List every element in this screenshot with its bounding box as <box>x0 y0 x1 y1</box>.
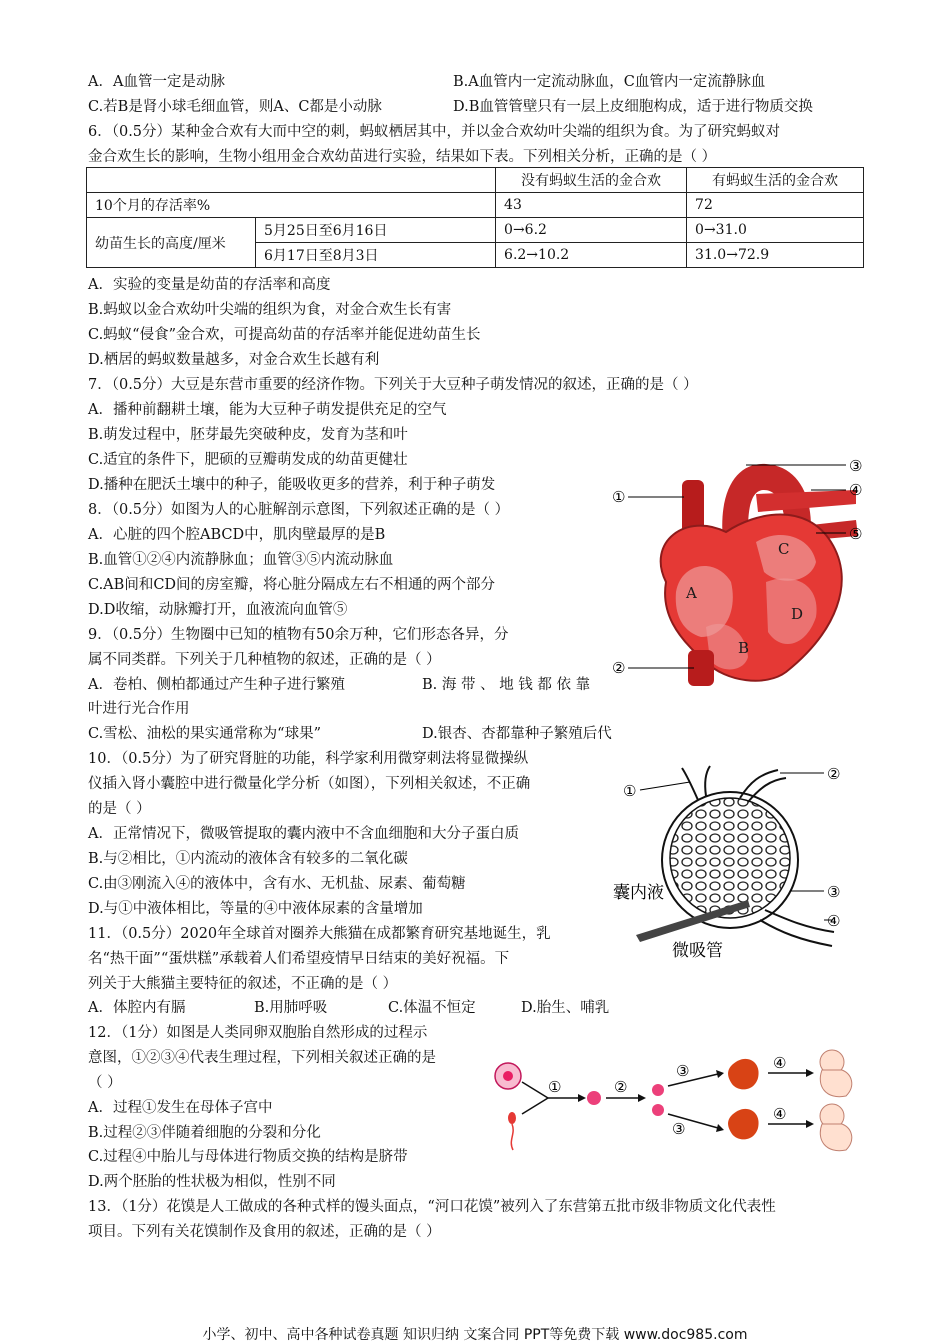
q6-option-b: B.蚂蚁以金合欢幼叶尖端的组织为食，对金合欢生长有害 <box>88 302 452 318</box>
table-cell <box>87 168 496 193</box>
q5-option-a: A．A血管一定是动脉 <box>88 74 225 90</box>
q11-option-b: B.用肺呼吸 <box>254 1000 328 1016</box>
q6-data-table <box>86 167 864 268</box>
q5-option-d: D.B血管管壁只有一层上皮细胞构成，适于进行物质交换 <box>453 99 813 115</box>
q10-stem-cont: 仪插入肾小囊腔中进行微量化学分析（如图），下列相关叙述，不正确 <box>88 776 531 792</box>
leader-line <box>640 782 690 790</box>
q9-stem: 9．（0.5分）生物圈中已知的植物有50余万种，它们形态各异，分 <box>88 627 509 643</box>
q8-option-a: A．心脏的四个腔ABCD中，肌肉壁最厚的是B <box>88 527 386 543</box>
heart-label-5: ⑤ <box>849 525 863 543</box>
table-cell: 6月17日至8月3日 <box>256 243 496 268</box>
step-3-label-lower: ③ <box>672 1120 686 1138</box>
table-cell: 幼苗生长的高度/厘米 <box>87 218 256 268</box>
table-row <box>87 168 864 193</box>
q10-option-c: C.由③刚流入④的液体中，含有水、无机盐、尿素、葡萄糖 <box>88 876 466 892</box>
step-4-label: ④ <box>773 1054 787 1072</box>
kidney-label-2: ② <box>827 765 841 783</box>
embryo-shape <box>728 1109 759 1140</box>
embryo-cell-shape <box>652 1084 664 1096</box>
step-3-label: ③ <box>676 1062 690 1080</box>
arrow-head <box>716 1070 724 1078</box>
heart-label-2: ② <box>612 659 626 677</box>
table-cell: 72 <box>687 193 864 218</box>
q12-stem: 12．（1分）如图是人类同卵双胞胎自然形成的过程示 <box>88 1025 428 1041</box>
q6-option-c: C.蚂蚁“侵食”金合欢，可提高幼苗的存活率并能促进幼苗生长 <box>88 327 481 343</box>
arrow-head <box>716 1124 724 1132</box>
kidney-label-1: ① <box>623 782 637 800</box>
q12-option-b: B.过程②③伴随着细胞的分裂和分化 <box>88 1125 321 1141</box>
step-1-label: ① <box>548 1078 562 1096</box>
q7-option-b: B.萌发过程中，胚芽最先突破种皮，发育为茎和叶 <box>88 427 408 443</box>
table-cell: 6.2→10.2 <box>496 243 687 268</box>
table-header: 有蚂蚁生活的金合欢 <box>687 168 864 193</box>
q8-stem: 8．（0.5分）如图为人的心脏解剖示意图，下列叙述正确的是（ ） <box>88 502 510 518</box>
q10-option-d: D.与①中液体相比，等量的④中液体尿素的含量增加 <box>88 901 423 917</box>
q10-option-a: A．正常情况下，微吸管提取的囊内液中不含血细胞和大分子蛋白质 <box>88 826 519 842</box>
q6-stem-cont: 金合欢生长的影响，生物小组用金合欢幼苗进行实验，结果如下表。下列相关分析，正确的是（ ） <box>88 149 717 165</box>
q11-option-c: C.体温不恒定 <box>388 1000 476 1016</box>
fetus-body-shape <box>820 1124 852 1151</box>
sperm-tail-shape <box>511 1124 513 1150</box>
fetus-body-shape <box>820 1070 852 1097</box>
arrow-head <box>806 1069 814 1077</box>
table-cell: 43 <box>496 193 687 218</box>
table-row <box>87 193 864 218</box>
egg-nucleus-shape <box>503 1071 513 1081</box>
table-cell: 5月25日至6月16日 <box>256 218 496 243</box>
step-4-label-lower: ④ <box>773 1105 787 1123</box>
renal-capsule-diagram <box>610 760 860 965</box>
q7-option-a: A．播种前翻耕土壤，能为大豆种子萌发提供充足的空气 <box>88 402 447 418</box>
q12-option-c: C.过程④中胎儿与母体进行物质交换的结构是脐带 <box>88 1149 408 1165</box>
q10-stem-cont: 的是（ ） <box>88 801 151 817</box>
q6-option-d: D.栖居的蚂蚁数量越多，对金合欢生长越有利 <box>88 352 380 368</box>
q9-option-d: D.银杏、杏都靠种子繁殖后代 <box>422 726 612 742</box>
q7-option-d: D.播种在肥沃土壤中的种子，能吸收更多的营养，利于种子萌发 <box>88 477 496 493</box>
kidney-label-3: ③ <box>827 883 841 901</box>
table-cell: 0→31.0 <box>687 218 864 243</box>
step-2-label: ② <box>614 1078 628 1096</box>
q8-option-c: C.AB间和CD间的房室瓣，将心脏分隔成左右不相通的两个部分 <box>88 577 496 593</box>
heart-diagram <box>606 432 872 688</box>
heart-label-1: ① <box>612 488 626 506</box>
q13-stem: 13．（1分）花馍是人工做成的各种式样的馒头面点，“河口花馍”被列入了东营第五批市级非物质文化代表性 <box>88 1199 776 1215</box>
micropipette-label: 微吸管 <box>672 941 723 961</box>
q12-stem-cont: （ ） <box>88 1075 122 1091</box>
arrow-line <box>522 1098 548 1114</box>
table-cell: 31.0→72.9 <box>687 243 864 268</box>
embryo-shape <box>728 1059 759 1090</box>
q8-option-b: B.血管①②④内流静脉血；血管③⑤内流动脉血 <box>88 552 394 568</box>
q12-stem-cont: 意图，①②③④代表生理过程，下列相关叙述正确的是 <box>88 1050 436 1066</box>
q8-option-d: D.D收缩，动脉瓣打开，血液流向血管⑤ <box>88 602 348 618</box>
arrow-head <box>806 1120 814 1128</box>
page-footer: 小学、初中、高中各种试卷真题 知识归纳 文案合同 PPT等免费下载 www.doc985.com <box>202 1327 748 1343</box>
q11-option-d: D.胎生、哺乳 <box>521 1000 610 1016</box>
chamber-d-label: D <box>791 605 804 623</box>
chamber-c-label: C <box>778 540 790 558</box>
sperm-cell-shape <box>508 1112 516 1124</box>
table-cell: 0→6.2 <box>496 218 687 243</box>
q9-option-b-cont: 叶进行光合作用 <box>88 701 190 717</box>
table-cell: 10个月的存活率% <box>87 193 496 218</box>
q9-option-c: C.雪松、油松的果实通常称为“球果” <box>88 726 322 742</box>
arrow-head <box>638 1094 646 1102</box>
zygote-shape <box>587 1091 601 1105</box>
chamber-b-label: B <box>738 639 750 657</box>
q12-option-d: D.两个胚胎的性状极为相似，性别不同 <box>88 1174 336 1190</box>
capsule-fluid-label: 囊内液 <box>613 883 664 903</box>
q11-stem-cont: 名“热干面”“蛋烘糕”承载着人们希望疫情早日结束的美好祝福。下 <box>88 951 510 967</box>
q7-stem: 7．（0.5分）大豆是东营市重要的经济作物。下列关于大豆种子萌发情况的叙述，正确的是（ ） <box>88 377 698 393</box>
q12-option-a: A．过程①发生在母体子宫中 <box>88 1100 273 1116</box>
table-header: 没有蚂蚁生活的金合欢 <box>496 168 687 193</box>
arrow-head <box>578 1094 586 1102</box>
heart-label-3: ③ <box>849 457 863 475</box>
q11-stem: 11．（0.5分）2020年全球首对圈养大熊猫在成都繁育研究基地诞生，乳 <box>88 926 551 942</box>
heart-label-4: ④ <box>849 481 863 499</box>
q5-option-b: B.A血管内一定流动脉血，C血管内一定流静脉血 <box>453 74 766 90</box>
q13-stem-cont: 项目。下列有关花馍制作及食用的叙述，正确的是（ ） <box>88 1224 441 1240</box>
identical-twins-diagram <box>486 1046 866 1176</box>
q5-option-c: C.若B是肾小球毛细血管，则A、C都是小动脉 <box>88 99 382 115</box>
chamber-a-label: A <box>686 584 697 602</box>
table-row <box>87 218 864 243</box>
arrow-line <box>522 1082 548 1098</box>
q11-stem-cont: 列关于大熊猫主要特征的叙述，不正确的是（ ） <box>88 976 398 992</box>
q9-option-b: B. 海 带 、 地 钱 都 依 靠 <box>422 677 591 693</box>
q11-option-a: A．体腔内有膈 <box>88 1000 186 1016</box>
glomerulus-shape <box>670 798 790 918</box>
q9-option-a: A．卷柏、侧柏都通过产生种子进行繁殖 <box>88 677 345 693</box>
q6-option-a: A．实验的变量是幼苗的存活率和高度 <box>88 277 331 293</box>
embryo-cell-shape <box>652 1104 664 1116</box>
q7-option-c: C.适宜的条件下，肥硕的豆瓣萌发成的幼苗更健壮 <box>88 452 408 468</box>
kidney-label-4: ④ <box>827 912 841 930</box>
q10-stem: 10．（0.5分）为了研究肾脏的功能，科学家利用微穿刺法将显微操纵 <box>88 751 529 767</box>
q9-stem-cont: 属不同类群。下列关于几种植物的叙述，正确的是（ ） <box>88 652 441 668</box>
q6-stem: 6．（0.5分）某种金合欢有大而中空的刺，蚂蚁栖居其中，并以金合欢幼叶尖端的组织为食。为了研究蚂蚁对 <box>88 124 781 140</box>
q10-option-b: B.与②相比，①内流动的液体含有较多的二氧化碳 <box>88 851 408 867</box>
